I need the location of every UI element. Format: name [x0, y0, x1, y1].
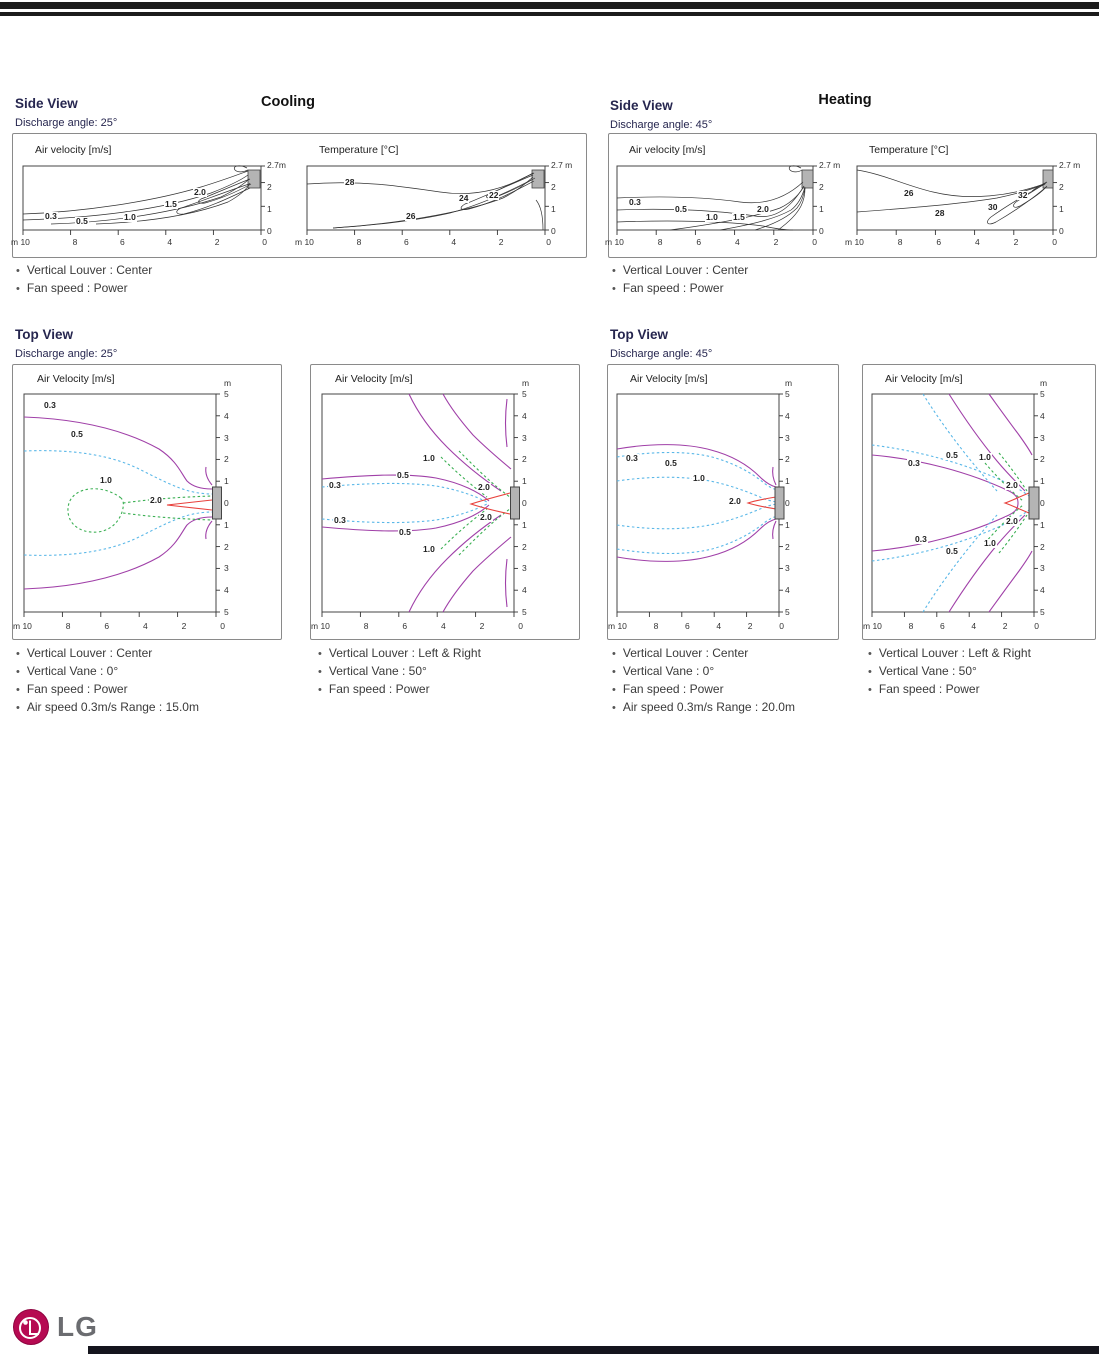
x-tick-label: 0	[812, 237, 817, 247]
plot-heating-side-velocity	[605, 142, 851, 250]
x-tick-label: 0	[220, 621, 225, 631]
y-tick-label: 4	[522, 585, 527, 596]
cooling-top-center-bullets	[16, 645, 199, 717]
y-tick-label: 1	[819, 204, 824, 214]
contour-label: 0.3	[45, 211, 57, 221]
x-tick-label: 2	[747, 621, 753, 631]
y-tick-label: 4	[224, 410, 229, 421]
x-tick-label: 6	[936, 237, 942, 247]
x-axis-labels	[845, 237, 1057, 247]
x-tick-label: 6	[104, 621, 110, 631]
contour-label: 0.3	[329, 480, 341, 490]
y-tick-label: 0	[267, 226, 272, 236]
y-tick-label: 2	[522, 454, 527, 465]
y-tick-label: 2	[224, 541, 229, 552]
contour-label: 26	[406, 211, 416, 221]
y-tick-label: 3	[1040, 432, 1045, 443]
y-tick-label: 1	[785, 476, 790, 487]
contour-label: 1.0	[979, 452, 991, 462]
heating-top-leftright-svg	[871, 393, 1041, 619]
y-tick-label: 0	[224, 497, 229, 508]
cooling-side-view-heading: Side View	[15, 96, 78, 111]
x-axis-labels	[13, 621, 225, 631]
cooling-side-plots-box	[12, 133, 587, 258]
lg-logo	[12, 1308, 98, 1346]
contour-label: 1.5	[733, 212, 745, 222]
y-tick-label: 4	[1040, 410, 1045, 421]
x-tick-label: 6	[939, 621, 945, 631]
y-axis-unit: m	[224, 378, 232, 388]
plot-title: Air Velocity [m/s]	[630, 373, 708, 385]
contour-label: 2.0	[194, 187, 206, 197]
x-tick-label: 8	[65, 621, 71, 631]
y-axis-labels	[1040, 389, 1054, 617]
y-tick-label: 2	[267, 182, 272, 192]
x-tick-label: 4	[441, 621, 446, 631]
y-tick-label: 4	[1040, 585, 1045, 596]
y-axis-labels	[522, 389, 536, 617]
bullet-item: • Air speed 0.3m/s Range : 20.0m	[612, 699, 795, 717]
x-tick-label: 4	[971, 621, 977, 631]
contour-label: 0.3	[629, 197, 641, 207]
contour-label: 0.5	[665, 458, 677, 468]
cooling-top-center-box	[12, 364, 282, 640]
x-tick-label: 8	[653, 621, 659, 631]
bullet-item: • Vertical Vane : 50°	[318, 663, 481, 681]
x-tick-label: 6	[696, 237, 702, 247]
y-tick-label: 2	[785, 454, 790, 465]
plot-heating-top-leftright	[863, 365, 1095, 639]
x-tick-label: 8	[657, 237, 663, 247]
plot-title: Air velocity [m/s]	[629, 144, 706, 156]
bullet-item: • Vertical Vane : 50°	[868, 663, 1031, 681]
plot-title: Air Velocity [m/s]	[885, 373, 963, 385]
contour-label: 30	[988, 202, 998, 212]
x-tick-label: 0	[518, 621, 523, 631]
y-tick-label: 3	[224, 563, 229, 574]
y-tick-label: 2.7m	[267, 160, 286, 170]
heating-top-leftright-bullets	[868, 645, 1031, 699]
y-tick-label: 1	[224, 476, 229, 487]
heating-side-temperature-svg	[855, 160, 1065, 238]
contour-label: 28	[935, 208, 945, 218]
heating-side-velocity-svg	[615, 160, 825, 238]
y-axis-unit: m	[785, 378, 793, 388]
x-tick-label: 4	[143, 621, 148, 631]
y-tick-label: 5	[785, 606, 790, 617]
x-tick-label: 0	[546, 237, 551, 247]
plot-heating-side-temperature	[845, 142, 1091, 250]
contour-label: 0.5	[399, 527, 411, 537]
contour-label: 24	[459, 193, 469, 203]
x-axis-labels	[608, 621, 784, 631]
y-tick-label: 0	[1059, 226, 1064, 236]
indoor-unit	[1043, 170, 1053, 188]
y-tick-label: 4	[224, 585, 229, 596]
y-axis-labels	[267, 160, 295, 236]
y-tick-label: 2	[1040, 454, 1045, 465]
y-tick-label: 2	[551, 182, 556, 192]
indoor-unit	[1029, 487, 1039, 519]
bullet-item: • Fan speed : Power	[612, 280, 748, 298]
cooling-top-discharge-angle: Discharge angle: 25°	[15, 348, 118, 360]
cooling-top-leftright-bullets	[318, 645, 481, 699]
x-tick-label: 4	[716, 621, 722, 631]
contour-label: 0.3	[915, 534, 927, 544]
y-tick-label: 0	[1040, 497, 1045, 508]
x-axis-labels	[605, 237, 817, 247]
heating-top-center-bullets	[612, 645, 795, 717]
contour-label: 0.3	[908, 458, 920, 468]
x-tick-label: 0	[1052, 237, 1057, 247]
y-tick-label: 3	[785, 563, 790, 574]
contour-label: 1.0	[984, 538, 996, 548]
contour-label: 2.0	[150, 495, 162, 505]
y-tick-label: 1	[1040, 519, 1045, 530]
heating-side-view-heading: Side View	[610, 98, 673, 113]
y-tick-label: 5	[224, 606, 229, 617]
x-tick-label: m 10	[311, 621, 330, 631]
x-tick-label: 0	[779, 621, 784, 631]
y-axis-labels	[224, 389, 238, 617]
indoor-unit	[775, 487, 784, 519]
contour-label: 2.0	[757, 204, 769, 214]
plot-heating-top-center	[608, 365, 838, 639]
y-tick-label: 1	[1040, 476, 1045, 487]
y-tick-label: 5	[224, 389, 229, 399]
contour-label: 1.0	[693, 473, 705, 483]
y-tick-label: 3	[224, 432, 229, 443]
x-tick-label: 6	[119, 237, 125, 247]
cooling-side-discharge-angle: Discharge angle: 25°	[15, 117, 118, 129]
contour-label: 0.5	[675, 204, 687, 214]
x-tick-label: 4	[167, 237, 173, 247]
y-tick-label: 1	[267, 204, 272, 214]
contour-label: 28	[345, 177, 355, 187]
indoor-unit	[802, 170, 813, 188]
cooling-top-center-svg	[23, 393, 223, 619]
y-axis-unit: m	[522, 378, 530, 388]
x-tick-label: 6	[403, 237, 409, 247]
contour-label: 32	[1018, 190, 1028, 200]
y-tick-label: 3	[1040, 563, 1045, 574]
x-tick-label: 0	[262, 237, 267, 247]
bullet-item: • Vertical Vane : 0°	[16, 663, 199, 681]
bottom-bar	[88, 1346, 1099, 1354]
y-tick-label: 2	[785, 541, 790, 552]
x-tick-label: 2	[1002, 621, 1008, 631]
heating-top-center-box	[607, 364, 839, 640]
x-tick-label: 2	[479, 621, 485, 631]
bullet-item: • Vertical Louver : Center	[16, 645, 199, 663]
bullet-item: • Vertical Louver : Left & Right	[868, 645, 1031, 663]
y-tick-label: 2.7 m	[1059, 160, 1081, 170]
y-tick-label: 3	[522, 432, 527, 443]
x-tick-label: m 10	[605, 237, 624, 247]
x-tick-label: m 10	[11, 237, 30, 247]
contour-label: 0.5	[397, 470, 409, 480]
x-tick-label: 6	[684, 621, 690, 631]
cooling-top-leftright-svg	[321, 393, 521, 619]
heating-side-plots-box	[605, 133, 1097, 258]
heating-top-center-svg	[616, 393, 786, 619]
y-tick-label: 2	[522, 541, 527, 552]
bullet-item: • Fan speed : Power	[16, 681, 199, 699]
x-tick-label: 8	[356, 237, 362, 247]
y-tick-label: 5	[785, 389, 790, 399]
top-rule-thick	[0, 2, 1099, 9]
contour-label: 2.0	[729, 496, 741, 506]
cooling-top-view-heading: Top View	[15, 327, 74, 342]
bullet-item: • Vertical Louver : Left & Right	[318, 645, 481, 663]
x-tick-label: 0	[1034, 621, 1039, 631]
plot-cooling-side-temperature	[295, 142, 581, 250]
heating-top-view-heading: Top View	[610, 327, 669, 342]
y-tick-label: 1	[522, 519, 527, 530]
x-tick-label: 4	[451, 237, 457, 247]
y-axis-labels	[1059, 160, 1087, 236]
indoor-unit	[213, 487, 222, 519]
bullet-item: • Vertical Louver : Center	[612, 645, 795, 663]
y-tick-label: 3	[785, 432, 790, 443]
y-tick-label: 2.7 m	[819, 160, 841, 170]
contour-label: 1.0	[423, 544, 435, 554]
x-tick-label: 8	[897, 237, 903, 247]
contour-label: 0.5	[71, 429, 83, 439]
y-tick-label: 4	[785, 585, 790, 596]
y-tick-label: 0	[551, 226, 556, 236]
plot-title: Air Velocity [m/s]	[335, 373, 413, 385]
plot-title: Temperature [°C]	[869, 144, 949, 156]
x-tick-label: 8	[363, 621, 369, 631]
x-tick-label: 8	[908, 621, 914, 631]
contour-label: 2.0	[478, 482, 490, 492]
plot-title: Temperature [°C]	[319, 144, 399, 156]
plot-title: Air Velocity [m/s]	[37, 373, 115, 385]
contour-label: 0.3	[44, 400, 56, 410]
contour-label: 1.0	[100, 475, 112, 485]
y-tick-label: 0	[522, 497, 527, 508]
y-tick-label: 1	[551, 204, 556, 214]
bullet-item: • Fan speed : Power	[318, 681, 481, 699]
contour-label: 0.5	[76, 216, 88, 226]
y-axis-labels	[819, 160, 847, 236]
heating-side-bullets	[612, 262, 748, 298]
contour-label: 0.5	[946, 546, 958, 556]
bullet-item: • Vertical Vane : 0°	[612, 663, 795, 681]
x-tick-label: m 10	[13, 621, 32, 631]
y-axis-labels	[785, 389, 799, 617]
y-tick-label: 4	[522, 410, 527, 421]
bullet-item: • Fan speed : Power	[16, 280, 152, 298]
y-tick-label: 2	[224, 454, 229, 465]
y-tick-label: 3	[522, 563, 527, 574]
y-tick-label: 1	[1059, 204, 1064, 214]
x-tick-label: 2	[181, 621, 187, 631]
heating-top-leftright-box	[862, 364, 1096, 640]
x-tick-label: m 10	[608, 621, 627, 631]
x-tick-label: 2	[214, 237, 220, 247]
y-tick-label: 0	[819, 226, 824, 236]
contour-label: 0.3	[626, 453, 638, 463]
contour-label: 1.0	[706, 212, 718, 222]
contour-label: 1.0	[124, 212, 136, 222]
contour-label: 0.3	[334, 515, 346, 525]
cooling-side-velocity-svg	[21, 160, 273, 238]
contour-label: 26	[904, 188, 914, 198]
x-tick-label: m 10	[295, 237, 314, 247]
y-tick-label: 1	[224, 519, 229, 530]
bullet-item: • Vertical Louver : Center	[16, 262, 152, 280]
x-tick-label: 2	[773, 237, 779, 247]
contour-label: 2.0	[480, 512, 492, 522]
x-tick-label: 2	[498, 237, 504, 247]
heating-side-discharge-angle: Discharge angle: 45°	[610, 119, 713, 131]
heating-top-discharge-angle: Discharge angle: 45°	[610, 348, 713, 360]
y-tick-label: 1	[785, 519, 790, 530]
x-axis-labels	[863, 621, 1039, 631]
contour-label: 2.0	[1006, 516, 1018, 526]
y-tick-label: 2.7 m	[551, 160, 573, 170]
cooling-side-temperature-svg	[305, 160, 557, 238]
plot-title: Air velocity [m/s]	[35, 144, 112, 156]
x-tick-label: 2	[1013, 237, 1019, 247]
x-axis-labels	[311, 621, 523, 631]
x-tick-label: 4	[975, 237, 980, 247]
contour-label: 22	[489, 190, 499, 200]
bullet-item: • Fan speed : Power	[868, 681, 1031, 699]
cooling-side-bullets	[16, 262, 152, 298]
x-tick-label: m 10	[845, 237, 864, 247]
bullet-item: • Air speed 0.3m/s Range : 15.0m	[16, 699, 199, 717]
y-tick-label: 4	[785, 410, 790, 421]
x-axis-labels	[11, 237, 267, 247]
y-tick-label: 2	[1040, 541, 1045, 552]
y-tick-label: 2	[1059, 182, 1064, 192]
y-tick-label: 1	[522, 476, 527, 487]
cooling-title: Cooling	[261, 94, 315, 110]
bullet-item: • Fan speed : Power	[612, 681, 795, 699]
plot-cooling-top-center	[13, 365, 281, 639]
y-tick-label: 2	[819, 182, 824, 192]
plot-cooling-side-velocity	[11, 142, 297, 250]
contour-label: 1.0	[423, 453, 435, 463]
plot-cooling-top-leftright	[311, 365, 579, 639]
y-tick-label: 5	[1040, 389, 1045, 399]
x-tick-label: 4	[735, 237, 740, 247]
top-rule-thin	[0, 12, 1099, 16]
cooling-top-leftright-box	[310, 364, 580, 640]
bullet-item: • Vertical Louver : Center	[612, 262, 748, 280]
x-tick-label: 8	[72, 237, 78, 247]
y-axis-labels	[551, 160, 579, 236]
lg-logo-text: LG	[57, 1311, 98, 1342]
contour-label: 1.5	[165, 199, 177, 209]
contour-label: 0.5	[946, 450, 958, 460]
y-tick-label: 5	[522, 389, 527, 399]
x-tick-label: 6	[402, 621, 408, 631]
y-tick-label: 5	[522, 606, 527, 617]
y-axis-unit: m	[1040, 378, 1048, 388]
y-tick-label: 0	[785, 497, 790, 508]
lg-symbol-icon	[12, 1308, 50, 1346]
x-tick-label: m 10	[863, 621, 882, 631]
y-tick-label: 5	[1040, 606, 1045, 617]
x-axis-labels	[295, 237, 551, 247]
indoor-unit	[511, 487, 520, 519]
contour-label: 2.0	[1006, 480, 1018, 490]
heating-title: Heating	[818, 92, 872, 108]
